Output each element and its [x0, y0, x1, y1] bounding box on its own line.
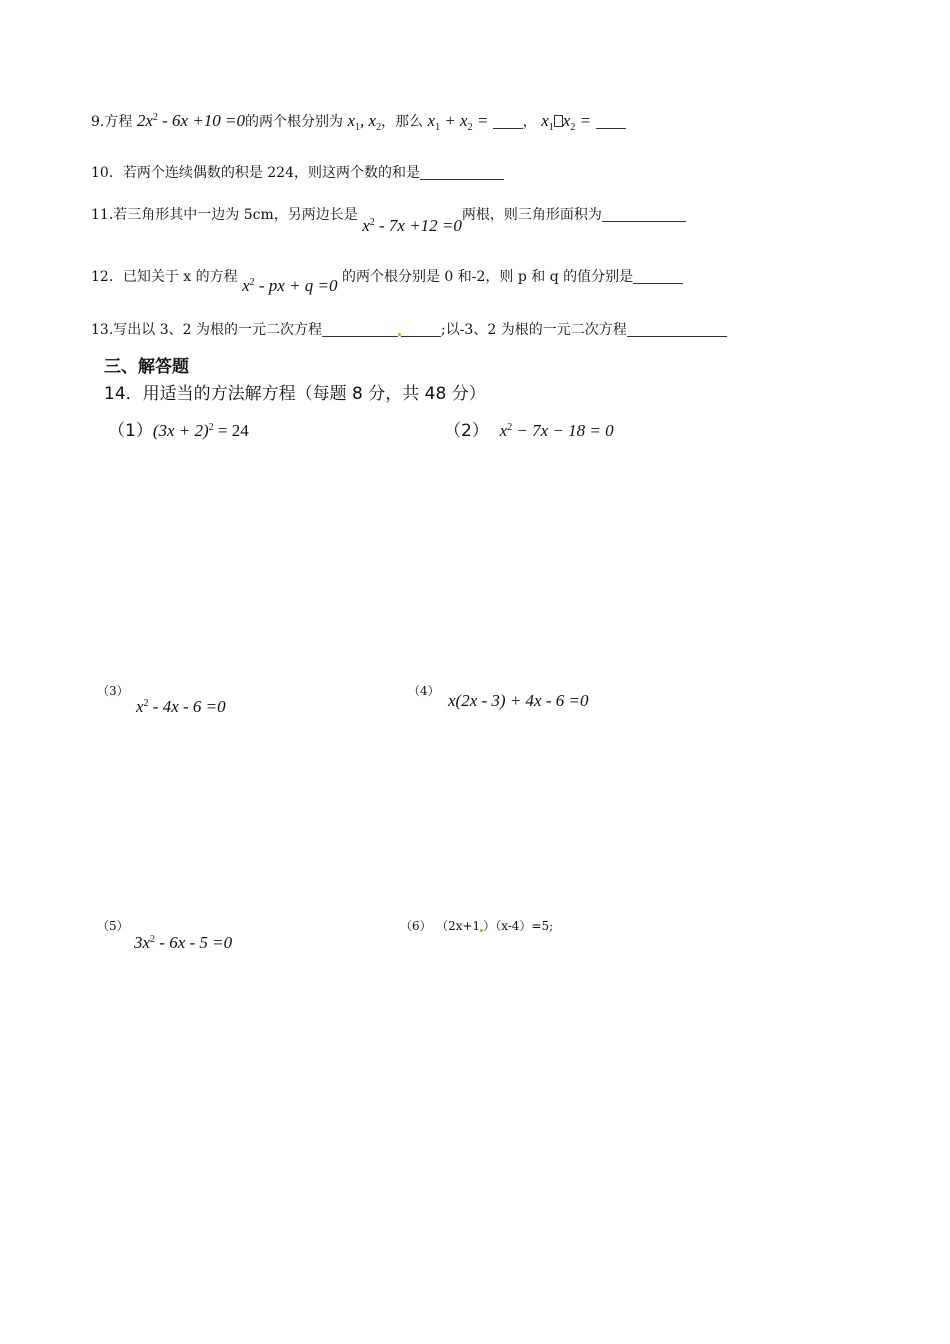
- q14-p6-equation: （2x+1 ）（x-4）=5;: [436, 919, 554, 933]
- question-13: [91, 320, 727, 340]
- q13-prefix: 13.写出以 3、2 为根的一元二次方程: [91, 322, 322, 338]
- q13-middle: ;以-3、2 为根的一元二次方程: [440, 322, 627, 338]
- q14-p5-equation-row: [134, 930, 232, 954]
- q9-product-blank[interactable]: [596, 114, 626, 129]
- q9-then: ，那么: [381, 114, 424, 130]
- q12-blank[interactable]: [633, 269, 683, 284]
- q14-part-1: [108, 416, 249, 441]
- q14-part-2: [444, 416, 614, 441]
- q14-p1-equation: $(3x + 2)^2 = 24$: [152, 421, 249, 440]
- q14-part-6: [400, 916, 553, 936]
- q14-p4-equation-row: [448, 691, 588, 712]
- missing-glyph-box: [554, 115, 563, 127]
- q14-p5-label: （5）: [97, 919, 129, 933]
- q10-blank[interactable]: [420, 165, 504, 180]
- q14-p1-label: （1）: [108, 421, 153, 441]
- question-10: [91, 163, 504, 183]
- q9-equation: $2x^2 - 6x +10 =0$: [136, 111, 246, 130]
- q13-blank-2[interactable]: [401, 322, 441, 337]
- q14-p3-label: （3）: [97, 684, 129, 698]
- q14-p2-equation: $x^2 - 7x - 18 = 0$: [499, 421, 614, 440]
- q12-suffix: 的两个根分别是 0 和-2，则 p 和 q 的值分别是: [341, 269, 634, 285]
- q14-p4-label: （4）: [408, 684, 440, 698]
- q14-p5-equation: $3x^2 - 6x - 5 =0$: [134, 933, 233, 952]
- q14-p2-label: （2）: [444, 421, 489, 441]
- q14-p3-equation: $x^2 - 4x - 6 =0$: [136, 697, 226, 716]
- q14-p4-equation: x(2x - 3) + 4x - 6 =0: [448, 691, 589, 710]
- q12-equation: $x^2$ - px + q =0: [242, 276, 338, 295]
- q14-p3-equation-row: [136, 694, 226, 718]
- q14-part-3: [97, 681, 129, 701]
- q11-equation: $x^2 - 7x +12 =0$: [362, 216, 462, 235]
- q13-blank-3[interactable]: [627, 322, 727, 337]
- q9-sum-blank[interactable]: [493, 114, 523, 129]
- q13-blank-1[interactable]: [322, 322, 398, 337]
- q14-part-5: [97, 916, 129, 936]
- q14-p6-label: （6）: [400, 919, 432, 933]
- q14-part-4: [408, 681, 440, 701]
- q14-title: 14．用适当的方法解方程（每题 8 分，共 48 分）: [104, 384, 486, 404]
- q11-suffix: 两根，则三角形面积为: [461, 207, 602, 223]
- q11-blank[interactable]: [602, 207, 686, 222]
- question-12: [91, 263, 683, 295]
- question-11: [91, 201, 686, 235]
- q9-prefix: 方程: [104, 114, 133, 130]
- q10-text: 10．若两个连续偶数的积是 224，则这两个数的和是: [91, 165, 420, 181]
- q9-number: 9.: [91, 114, 105, 130]
- q12-prefix: 12．已知关于 x 的方程: [91, 269, 238, 285]
- q9-roots: $x_1$, $x_2$: [347, 111, 382, 133]
- question-9: [91, 108, 626, 138]
- q9-mid: 的两个根分别为: [245, 114, 344, 130]
- q9-comma: ，: [522, 114, 537, 130]
- section-title: 三、解答题: [104, 357, 189, 377]
- q9-sum: $x_1 + x_2$ =: [427, 111, 489, 133]
- q9-product: $x_1$ $x_2$ =: [541, 111, 592, 133]
- q11-prefix: 11.若三角形其中一边为 5cm，另两边长是: [91, 207, 358, 223]
